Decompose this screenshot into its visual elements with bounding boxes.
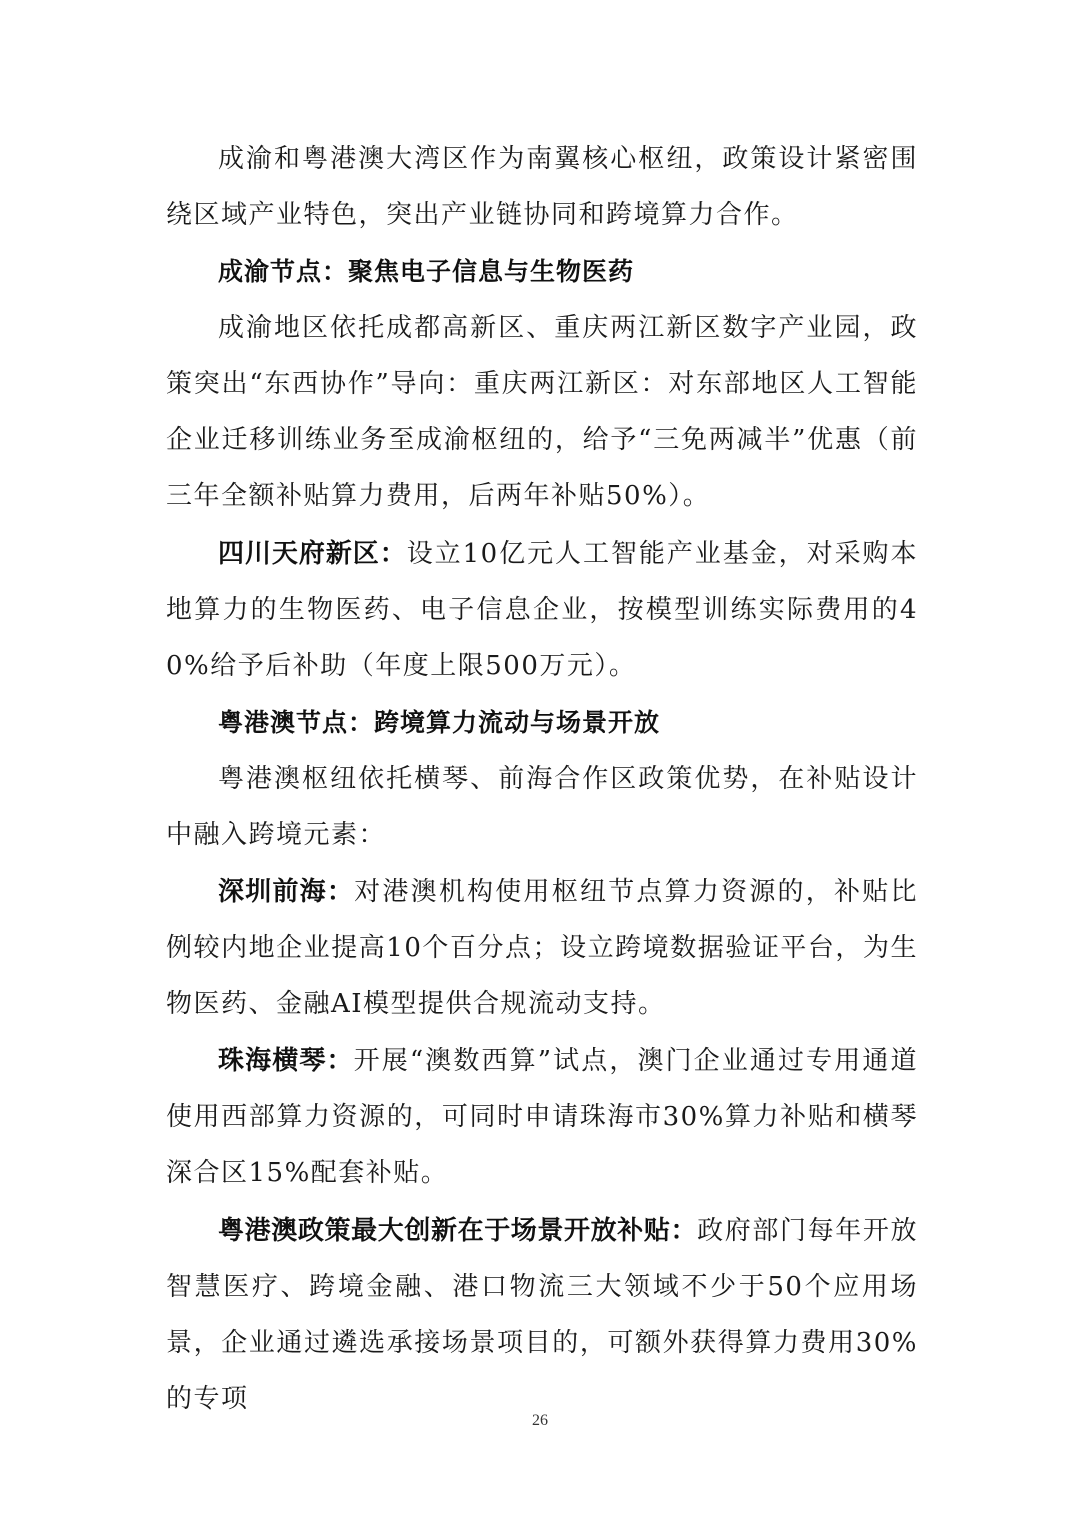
scene-subsidy-body: 政府部门每年开放智慧医疗、跨境金融、港口物流三大领域不少于50个应用场景，企业通过遴选承接场景项目的，可额外获得算力费用30%的专项 — [166, 1216, 918, 1414]
hengqin-lead: 珠海横琴： — [218, 1046, 354, 1076]
qianhai-lead: 深圳前海： — [218, 877, 355, 907]
qianhai-body: 对港澳机构使用枢纽节点算力资源的，补贴比例较内地企业提高10个百分点；设立跨境数据验证平台，为生物医药、金融AI模型提供合规流动支持。 — [166, 877, 918, 1019]
section-heading-chengyu: 成渝节点：聚焦电子信息与生物医药 — [218, 257, 635, 286]
paragraph-chengyu-text: 成渝地区依托成都高新区、重庆两江新区数字产业园，政策突出“东西协作”导向：重庆两江新区：对东部地区人工智能企业迁移训练业务至成渝枢纽的，给予“三免两减半”优惠（前三年全额补贴算力费用，后两年补贴50%）。 — [166, 313, 918, 511]
paragraph-scene-subsidy — [166, 1203, 918, 1427]
scene-subsidy-lead: 粤港澳政策最大创新在于场景开放补贴： — [218, 1216, 698, 1246]
paragraph-gba-text: 粤港澳枢纽依托横琴、前海合作区政策优势，在补贴设计中融入跨境元素： — [166, 764, 918, 850]
section-heading-gba: 粤港澳节点：跨境算力流动与场景开放 — [218, 708, 661, 737]
page-number: 26 — [532, 1412, 548, 1429]
paragraph-gba-intro — [166, 751, 918, 863]
paragraph-hengqin — [166, 1033, 918, 1201]
paragraph-chengyu-policy — [166, 300, 918, 524]
hengqin-body: 开展“澳数西算”试点，澳门企业通过专用通道使用西部算力资源的，可同时申请珠海市30%算力补贴和横琴深合区15%配套补贴。 — [166, 1046, 918, 1188]
tianfu-lead: 四川天府新区： — [218, 539, 407, 569]
paragraph-tianfu — [166, 526, 918, 694]
paragraph-qianhai — [166, 864, 918, 1032]
paragraph-intro-text: 成渝和粤港澳大湾区作为南翼核心枢纽，政策设计紧密围绕区域产业特色，突出产业链协同和跨境算力合作。 — [166, 144, 918, 230]
paragraph-intro — [166, 131, 918, 243]
tianfu-body: 设立10亿元人工智能产业基金，对采购本地算力的生物医药、电子信息企业，按模型训练实际费用的40%给予后补助（年度上限500万元）。 — [166, 539, 918, 681]
